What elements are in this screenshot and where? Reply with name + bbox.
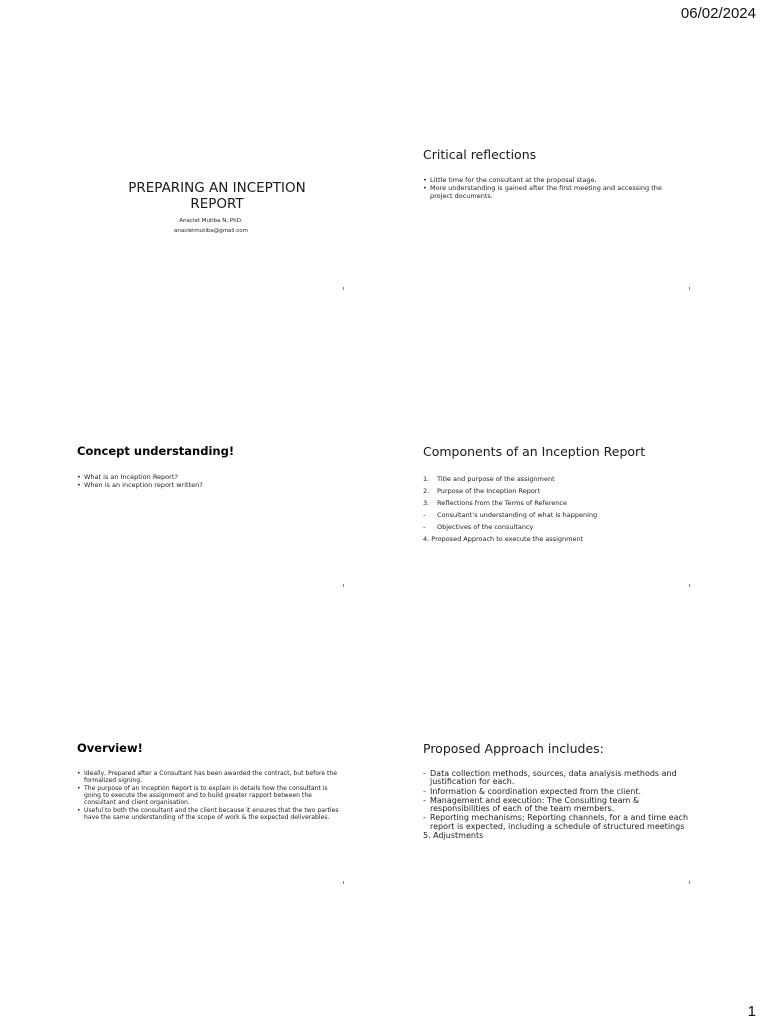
- list-marker: -: [423, 813, 426, 823]
- slide-title: Overview!: [77, 741, 143, 755]
- bullet-list: [77, 770, 339, 822]
- list-item-text: Management and execution: The Consulting team & responsibilities of each of the team members.: [430, 795, 640, 813]
- dash-list: [423, 770, 689, 841]
- list-marker: 3.: [423, 499, 430, 508]
- slide-marker: [689, 584, 690, 587]
- list-item-text: Purpose of the Inception Report: [437, 487, 541, 496]
- list-marker: -: [423, 786, 426, 796]
- list-item: [423, 509, 685, 521]
- slide-title: Concept understanding!: [77, 444, 235, 458]
- list-item-text: Title and purpose of the assignment: [437, 475, 555, 483]
- list-item: [423, 832, 689, 840]
- list-item-text: Consultant’s understanding of what is happening: [437, 511, 598, 520]
- list-item: [423, 533, 685, 545]
- list-item: [423, 788, 689, 796]
- slide-marker: [343, 881, 344, 884]
- slide-concept-understanding: [77, 444, 345, 587]
- bullet-item: • What is an Inception Report?: [77, 473, 339, 481]
- list-item: [423, 521, 685, 533]
- list-item-text: Data collection methods, sources, data analysis methods and justification for each.: [430, 769, 677, 787]
- list-item: [423, 497, 685, 509]
- list-item-text: Objectives of the consultancy: [437, 523, 534, 532]
- bullet-item: • When is an inception report written?: [77, 481, 339, 489]
- slide-overview: [77, 741, 345, 884]
- list-item-text: 5. Adjustments: [423, 830, 484, 840]
- slide-marker: [689, 881, 690, 884]
- header-date: 06/02/2024: [680, 5, 756, 22]
- slide-title: Proposed Approach includes:: [423, 741, 604, 756]
- slide-email: anacletmutiba@gmail.com: [174, 228, 248, 234]
- list-item-text: Reflections from the Terms of Reference: [437, 499, 567, 508]
- slide-critical-reflections: [423, 147, 691, 290]
- bullet-list: [77, 473, 339, 489]
- slide-author: Anaclet Mutiba N, PhD.: [179, 218, 243, 224]
- numbered-list: [423, 473, 685, 546]
- slide-marker: [689, 287, 690, 290]
- list-item: [423, 770, 689, 786]
- slide-title: Critical reflections: [423, 147, 537, 162]
- list-marker: 1.: [423, 475, 430, 483]
- list-marker: 2.: [423, 487, 430, 496]
- bullet-list: [423, 176, 685, 200]
- bullet-item: • Useful to both the consultant and the client because it ensures that the two parties have the same understanding of the scope of work & the expected deliverables.: [77, 807, 339, 821]
- list-item: [423, 797, 689, 813]
- bullet-item: • Ideally, Prepared after a Consultant has been awarded the contract, but before the formalized signing.: [77, 770, 339, 784]
- list-item-text: Reporting mechanisms; Reporting channels, for a and time each report is expected, including a schedule of structured meetings: [430, 813, 689, 831]
- list-item-text: 4. Proposed Approach to execute the assignment: [423, 535, 584, 544]
- bullet-item: • The purpose of an Inception Report is to explain in details how the consultant is going to execute the assignment and to build greater rapport between the consultant and client organisation.: [77, 785, 339, 807]
- list-item: [423, 473, 685, 485]
- list-item: [423, 814, 689, 830]
- list-item: [423, 485, 685, 497]
- bullet-item: • More understanding is gained after the first meeting and accessing the project documents.: [423, 184, 685, 200]
- slide-marker: [343, 287, 344, 290]
- list-marker: -: [423, 795, 426, 805]
- slide-marker: [343, 584, 344, 587]
- slide-components: [423, 444, 691, 587]
- page-number: 1: [747, 1003, 756, 1020]
- bullet-item: • Little time for the consultant at the proposal stage.: [423, 176, 685, 184]
- slide-cover: [77, 147, 345, 290]
- list-item-text: Information & coordination expected from the client.: [430, 786, 642, 796]
- slide-proposed-approach: [423, 741, 691, 884]
- list-marker: -: [423, 769, 426, 778]
- slide-title: PREPARING AN INCEPTION REPORT: [128, 180, 306, 212]
- list-marker: -: [423, 511, 426, 520]
- slide-title: Components of an Inception Report: [423, 444, 646, 459]
- list-marker: -: [423, 523, 426, 532]
